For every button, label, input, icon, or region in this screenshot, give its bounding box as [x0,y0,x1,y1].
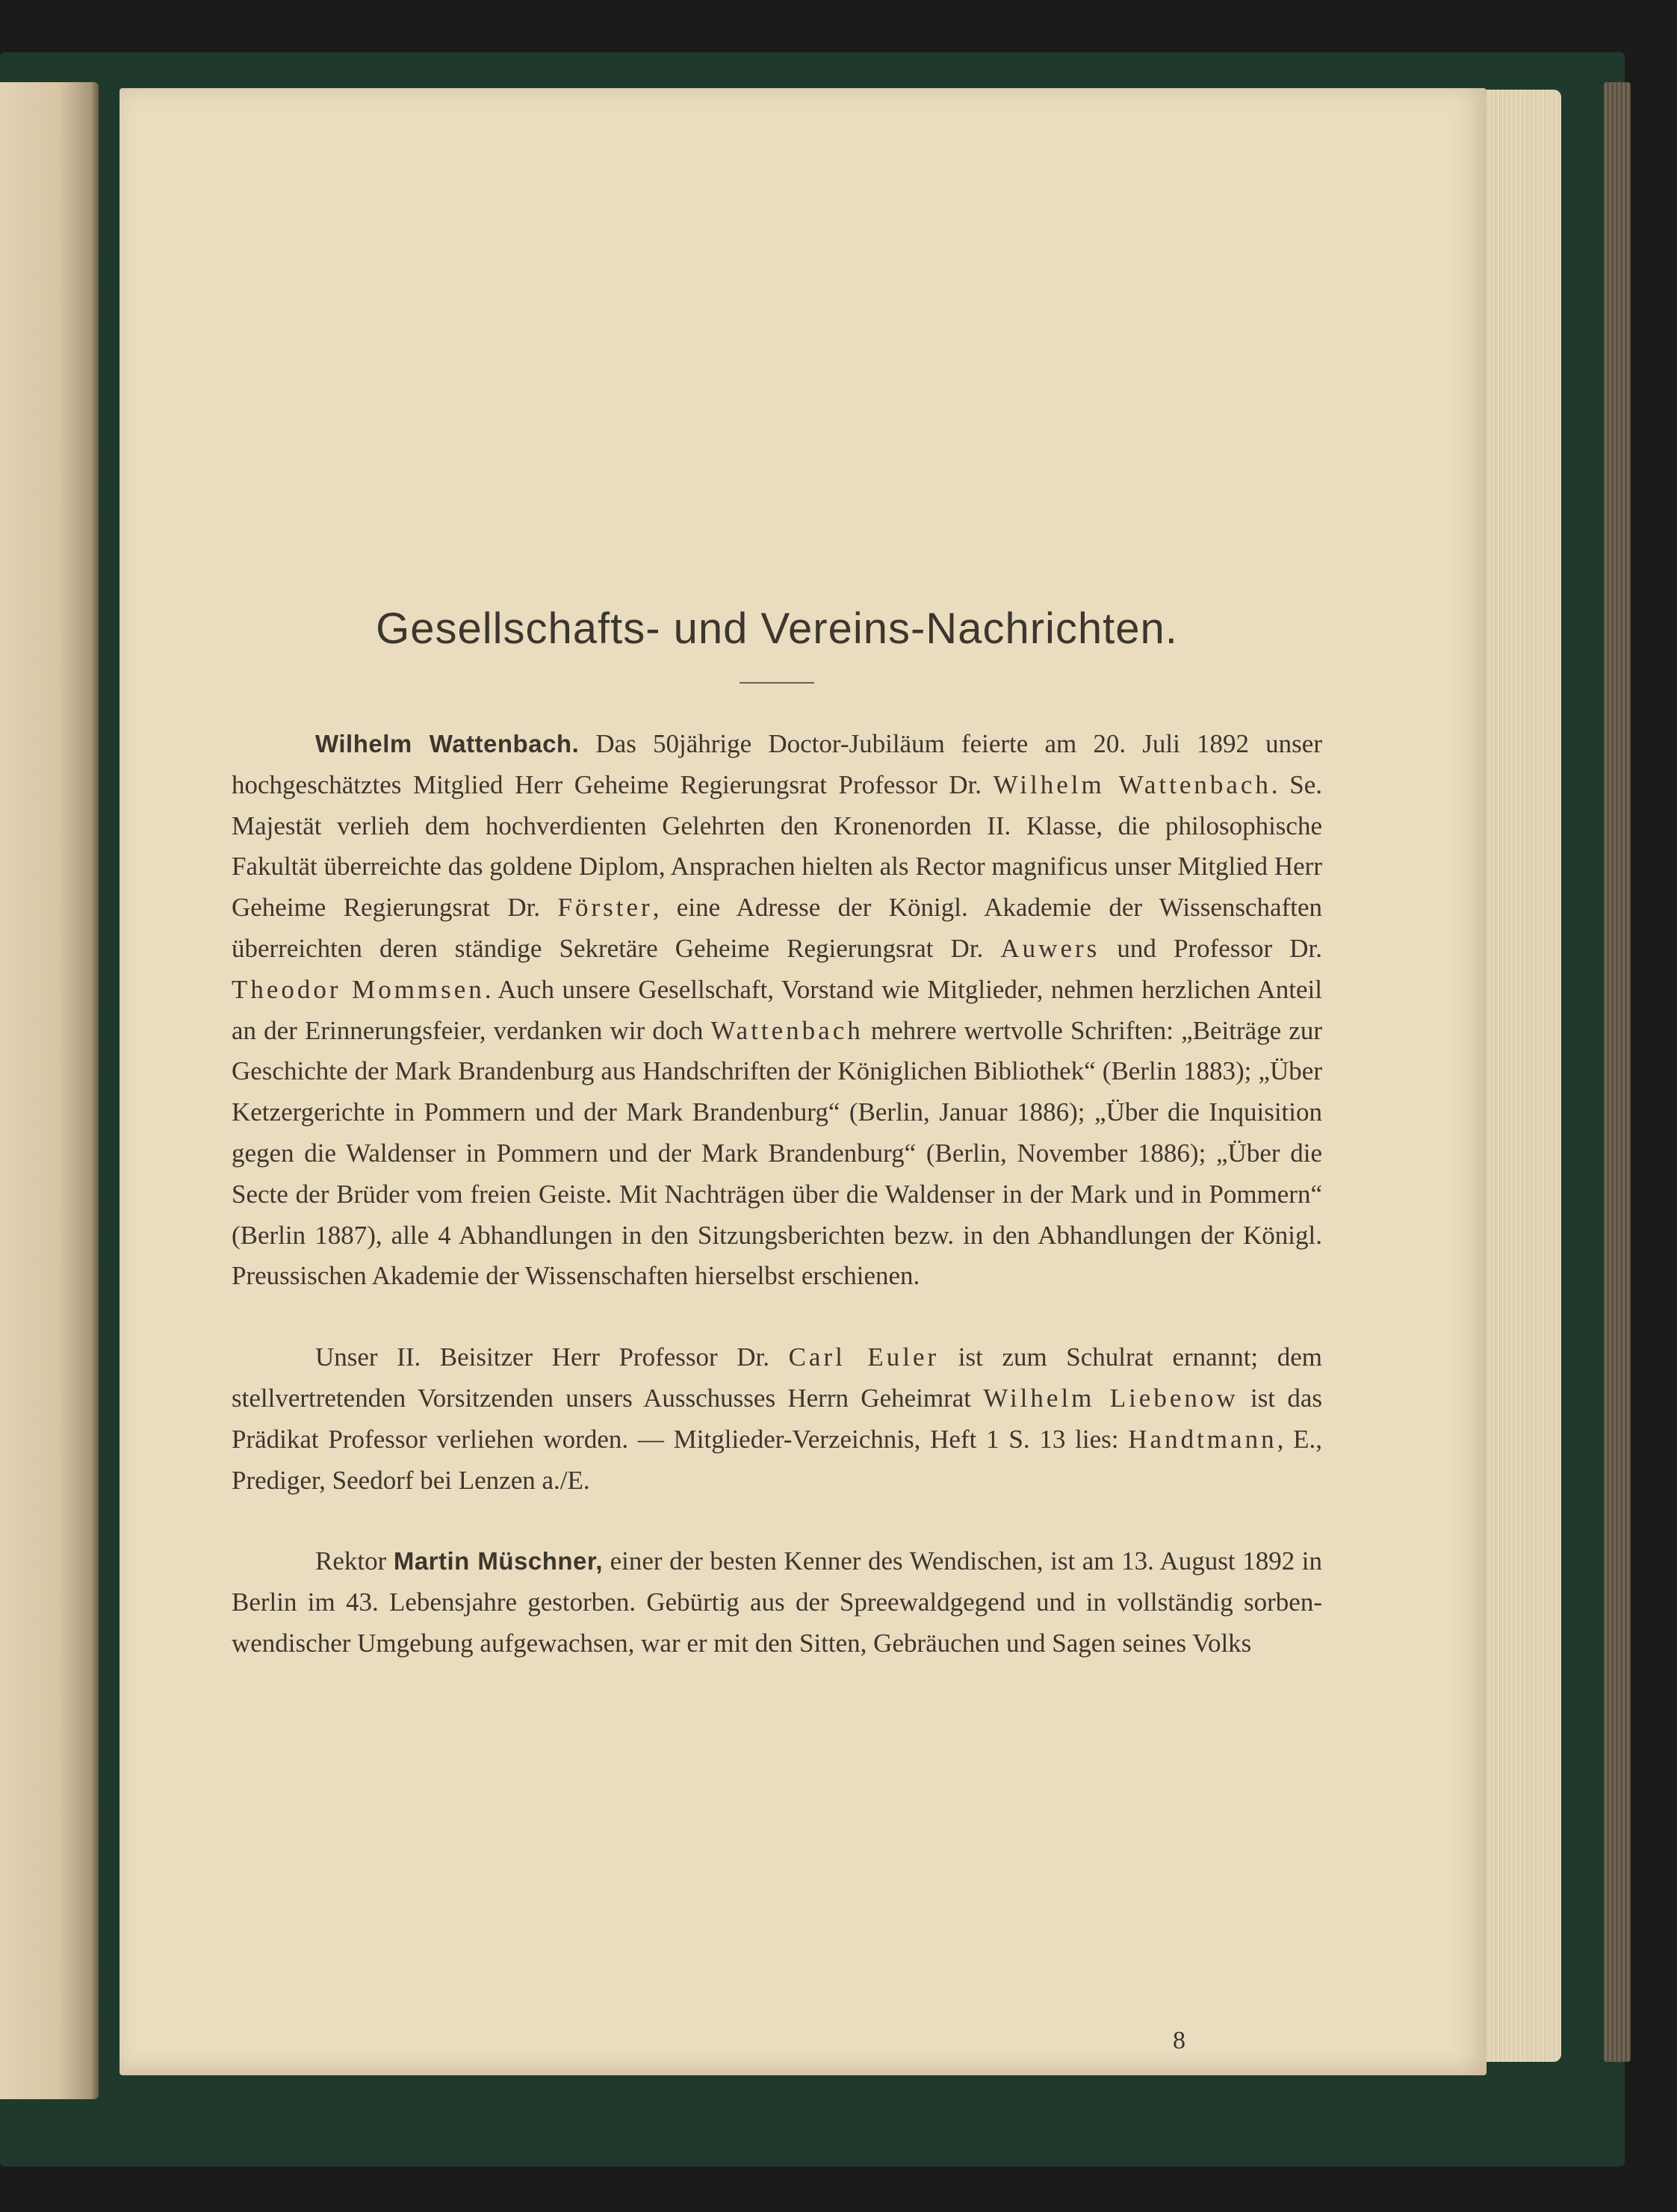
book-spine-edge [1604,82,1631,2062]
spaced-name: Wattenbach [710,1015,864,1045]
person-name-bold: Wilhelm Wattenbach. [315,730,580,758]
paragraph-euler-liebenow: Unser II. Beisitzer Herr Professor Dr. Carl Euler ist zum Schulrat ernannt; dem stellvertretenden Vorsitzenden unsers Ausschusses Herrn Geheimrat Wilhelm Liebenow ist das Prädikat Professor verliehen worden. — Mitglieder-Verzeichnis, Heft 1 S. 13 lies: Handtmann, E., Prediger, Seedorf bei Lenzen a./E. [232,1342,1322,1495]
person-name-bold: Martin Müschner, [393,1547,604,1576]
spaced-name: Handtmann [1128,1424,1277,1454]
spaced-name: Theodor Mommsen [232,974,485,1004]
page-number: 8 [1173,2027,1185,2054]
spaced-name: Auwers [1000,933,1100,963]
spaced-name: Carl Euler [788,1342,940,1372]
spaced-name: Wilhelm Wattenbach [993,769,1271,799]
paragraph-mueschner: Rektor Martin Müschner, einer der besten Kenner des Wendischen, ist am 13. August 1892 in Berlin im 43. Lebensjahre gestorben. Gebürtig aus der Spreewaldgegend und in vollständig sorben-wendischer Umgebung aufgewachsen, war er mit den Sitten, Gebräuchen und Sagen seines Volks [232,1546,1322,1658]
book-page [120,88,1487,2075]
spaced-name: Wilhelm Liebenow [983,1383,1239,1413]
heading-rule [740,682,814,684]
spaced-name: Förster [557,893,653,923]
paragraph-wattenbach: Wilhelm Wattenbach. Das 50jährige Doctor-Jubiläum feierte am 20. Juli 1892 unser hochgeschätztes Mitglied Herr Geheime Regierungsrat Professor Dr. Wilhelm Wattenbach. Se. Majestät verlieh dem hochverdienten Gelehrten den Kronenorden II. Klasse, die philosophische Fakultät überreichte das goldene Diplom, Ansprachen hielten als Rector magnificus unser Mitglied Herr Geheime Regierungsrat Dr. Förster, eine Adresse der Königl. Akademie der Wissenschaften überreichten deren ständige Sekretäre Geheime Regierungsrat Dr. Auwers und Professor Dr. Theodor Mommsen. Auch unsere Gesellschaft, Vorstand wie Mitglieder, nehmen herzlichen Anteil an der Erinnerungsfeier, verdanken wir doch Wattenbach mehrere wertvolle Schriften: „Beiträge zur Geschichte der Mark Brandenburg aus Handschriften der Königlichen Bibliothek“ (Berlin 1883); „Über Ketzergerichte in Pommern und der Mark Brandenburg“ (Berlin, Januar 1886); „Über die Inquisition gegen die Waldenser in Pommern und der Mark Brandenburg“ (Berlin, November 1886); „Über die Secte der Brüder vom freien Geiste. Mit Nachträgen über die Waldenser in der Mark und in Pommern“ (Berlin 1887), alle 4 Abhandlungen in den Sitzungsberichten bezw. in den Abhandlungen der Königl. Preussischen Akademie der Wissenschaften hierselbst erschienen. [232,729,1323,1291]
left-page-edge [0,82,99,2099]
section-heading: Gesellschafts- und Vereins-Nachrichten. [376,604,1178,653]
page-content [232,604,1322,1664]
